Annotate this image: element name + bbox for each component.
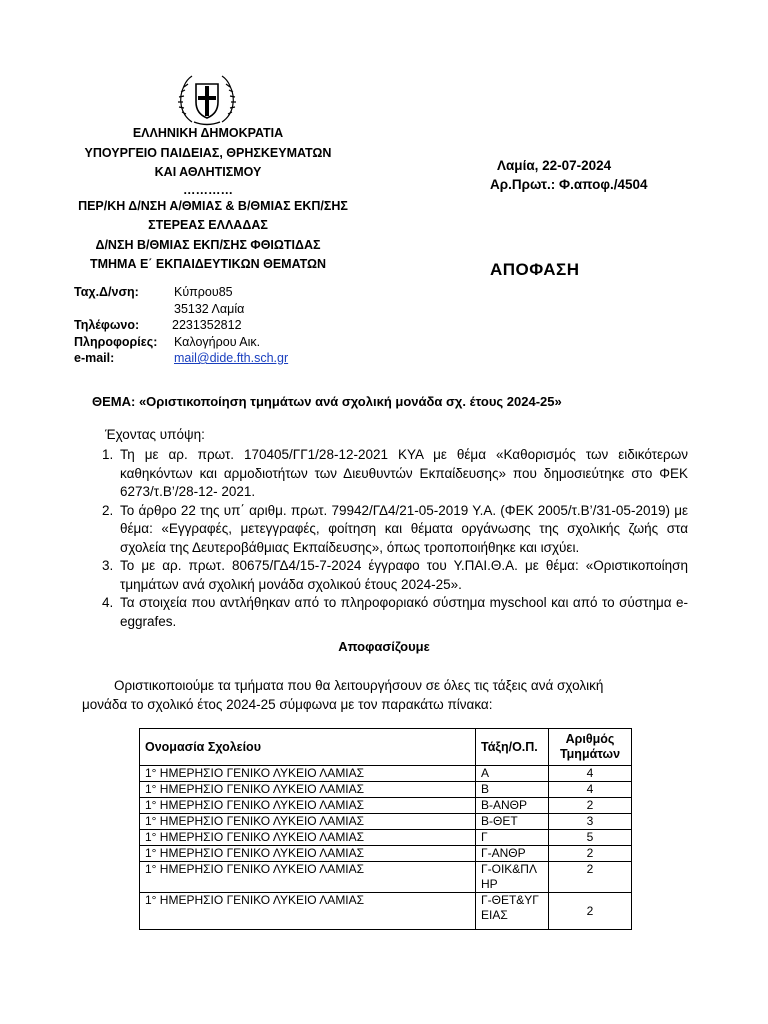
- table-row: [140, 862, 632, 893]
- header-line: Δ/ΝΣΗ Β/ΘΜΙΑΣ ΕΚΠ/ΣΗΣ ΦΘΙΩΤΙΔΑΣ: [95, 237, 321, 252]
- list-item: [102, 557, 688, 594]
- address-line2: 35132 Λαμία: [174, 301, 245, 316]
- class-cell: Γ-ΑΝΘΡ: [476, 846, 549, 862]
- class-cell: Β-ΑΝΘΡ: [476, 798, 549, 814]
- resolve-heading: Αποφασίζουμε: [338, 639, 430, 654]
- table-row: [140, 814, 632, 830]
- table-row: [140, 782, 632, 798]
- list-item: [102, 446, 688, 502]
- info-value: Καλογήρου Αικ.: [174, 334, 261, 349]
- list-item-text: Το με αρ. πρωτ. 80675/ΓΔ4/15-7-2024 έγγραφο του Υ.ΠΑΙ.Θ.Α. με θέμα: «Οριστικοποίηση τμημάτων ανά σχολική μονάδα σχολικού έτους 2024-25».: [120, 558, 688, 592]
- address-line1: Κύπρου85: [174, 285, 233, 299]
- header-line: ΥΠΟΥΡΓΕΙΟ ΠΑΙΔΕΙΑΣ, ΘΡΗΣΚΕΥΜΑΤΩΝ: [84, 145, 332, 160]
- column-header-count: Αριθμός Τμημάτων: [549, 729, 632, 766]
- table-row: [140, 766, 632, 782]
- count-cell: 4: [549, 782, 632, 798]
- header-line: ΚΑΙ ΑΘΛΗΤΙΣΜΟΥ: [154, 165, 262, 179]
- school-cell: 1° ΗΜΕΡΗΣΙΟ ΓΕΝΙΚΟ ΛΥΚΕΙΟ ΛΑΜΙΑΣ: [140, 830, 476, 846]
- count-cell: 3: [549, 814, 632, 830]
- document-date: Λαμία, 22-07-2024: [497, 158, 612, 173]
- list-item: [102, 594, 688, 631]
- table-row: [140, 846, 632, 862]
- list-item: [102, 502, 688, 558]
- count-cell: 2: [549, 893, 632, 930]
- considerations-list: [102, 446, 688, 631]
- school-cell: 1° ΗΜΕΡΗΣΙΟ ΓΕΝΙΚΟ ΛΥΚΕΙΟ ΛΑΜΙΑΣ: [140, 846, 476, 862]
- count-cell: 4: [549, 766, 632, 782]
- class-cell: Α: [476, 766, 549, 782]
- count-cell: 5: [549, 830, 632, 846]
- school-cell: 1° ΗΜΕΡΗΣΙΟ ΓΕΝΙΚΟ ΛΥΚΕΙΟ ΛΑΜΙΑΣ: [140, 862, 476, 893]
- phone-label: Τηλέφωνο:: [74, 318, 140, 332]
- header-line: ΕΛΛΗΝΙΚΗ ΔΗΜΟΚΡΑΤΙΑ: [132, 126, 284, 140]
- decision-title: ΑΠΟΦΑΣΗ: [490, 260, 580, 279]
- classes-table: [139, 728, 632, 930]
- column-header-class: Τάξη/Ο.Π.: [476, 729, 549, 766]
- table-row: [140, 893, 632, 930]
- subject-line: ΘΕΜΑ: «Οριστικοποίηση τμημάτων ανά σχολική μονάδα σχ. έτους 2024-25»: [92, 394, 562, 409]
- table-row: [140, 798, 632, 814]
- class-cell: Γ-ΘΕΤ&ΥΓΕΙΑΣ: [476, 893, 549, 930]
- intro-line: Οριστικοποιούμε τα τμήματα που θα λειτουργήσουν σε όλες τις τάξεις ανά σχολική: [114, 678, 604, 693]
- list-number: 2.: [102, 502, 114, 518]
- header-line: ΤΜΗΜΑ Ε΄ ΕΚΠΑΙΔΕΥΤΙΚΩΝ ΘΕΜΑΤΩΝ: [89, 257, 327, 271]
- considering-heading: Έχοντας υπόψη:: [105, 427, 205, 442]
- count-cell: 2: [549, 846, 632, 862]
- list-number: 1.: [102, 447, 114, 462]
- phone-value: 2231352812: [172, 318, 242, 332]
- table-header-row: [140, 729, 632, 766]
- class-cell: Β: [476, 782, 549, 798]
- school-cell: 1° ΗΜΕΡΗΣΙΟ ΓΕΝΙΚΟ ΛΥΚΕΙΟ ΛΑΜΙΑΣ: [140, 798, 476, 814]
- header-line: ΠΕΡ/ΚΗ Δ/ΝΣΗ Α/ΘΜΙΑΣ & Β/ΘΜΙΑΣ ΕΚΠ/ΣΗΣ: [78, 198, 348, 213]
- count-cell: 2: [549, 862, 632, 893]
- column-header-school: Ονομασία Σχολείου: [140, 729, 476, 766]
- class-cell: Γ: [476, 830, 549, 846]
- table-row: [140, 830, 632, 846]
- email-label: e-mail:: [74, 351, 115, 365]
- class-cell: Β-ΘΕΤ: [476, 814, 549, 830]
- school-cell: 1° ΗΜΕΡΗΣΙΟ ΓΕΝΙΚΟ ΛΥΚΕΙΟ ΛΑΜΙΑΣ: [140, 782, 476, 798]
- header-line: …………: [183, 182, 233, 197]
- school-cell: 1° ΗΜΕΡΗΣΙΟ ΓΕΝΙΚΟ ΛΥΚΕΙΟ ΛΑΜΙΑΣ: [140, 814, 476, 830]
- email-link[interactable]: mail@dide.fth.sch.gr: [174, 351, 289, 365]
- protocol-number: Αρ.Πρωτ.: Φ.αποφ./4504: [490, 177, 648, 192]
- list-item-text: Τα στοιχεία που αντλήθηκαν από το πληροφοριακό σύστημα myschool και από το σύστημα e-eggrafes.: [120, 595, 688, 629]
- list-item-text: Το άρθρο 22 της υπ΄ αριθμ. πρωτ. 79942/ΓΔ4/21-05-2019 Υ.Α. (ΦΕΚ 2005/τ.Β’/31-05-2019) με θέμα: «Εγγραφές, μετεγγραφές, φοίτηση και θέματα οργάνωσης της σχολικής ζωής στα σχολεία της Δευτεροβάθμιας Εκπαίδευσης», όπως τροποποιήθηκε και ισχύει.: [120, 502, 688, 555]
- info-label: Πληροφορίες:: [74, 334, 158, 349]
- class-cell: Γ-ΟΙΚ&ΠΛΗΡ: [476, 862, 549, 893]
- contact-block: [74, 285, 474, 368]
- header-line: ΣΤΕΡΕΑΣ ΕΛΛΑΔΑΣ: [148, 218, 268, 232]
- issuer-header: [68, 124, 348, 275]
- count-cell: 2: [549, 798, 632, 814]
- list-number: 3.: [102, 558, 114, 573]
- greek-coat-of-arms-icon: [176, 70, 238, 126]
- address-label: Ταχ.Δ/νση:: [74, 285, 139, 299]
- intro-line: μονάδα το σχολικό έτος 2024-25 σύμφωνα με τον παρακάτω πίνακα:: [82, 697, 493, 712]
- list-number: 4.: [102, 595, 114, 610]
- school-cell: 1° ΗΜΕΡΗΣΙΟ ΓΕΝΙΚΟ ΛΥΚΕΙΟ ΛΑΜΙΑΣ: [140, 766, 476, 782]
- intro-paragraph: [82, 676, 662, 714]
- list-item-text: Τη με αρ. πρωτ. 170405/ΓΓ1/28-12-2021 ΚΥΑ με θέμα «Καθορισμός των ειδικότερων καθηκόντων και αρμοδιοτήτων των Διευθυντών Εκπαίδευσης» που δημοσιεύτηκε στο ΦΕΚ 6273/τ.Β’/28-12- 2021.: [120, 447, 688, 499]
- school-cell: 1° ΗΜΕΡΗΣΙΟ ΓΕΝΙΚΟ ΛΥΚΕΙΟ ΛΑΜΙΑΣ: [140, 893, 476, 930]
